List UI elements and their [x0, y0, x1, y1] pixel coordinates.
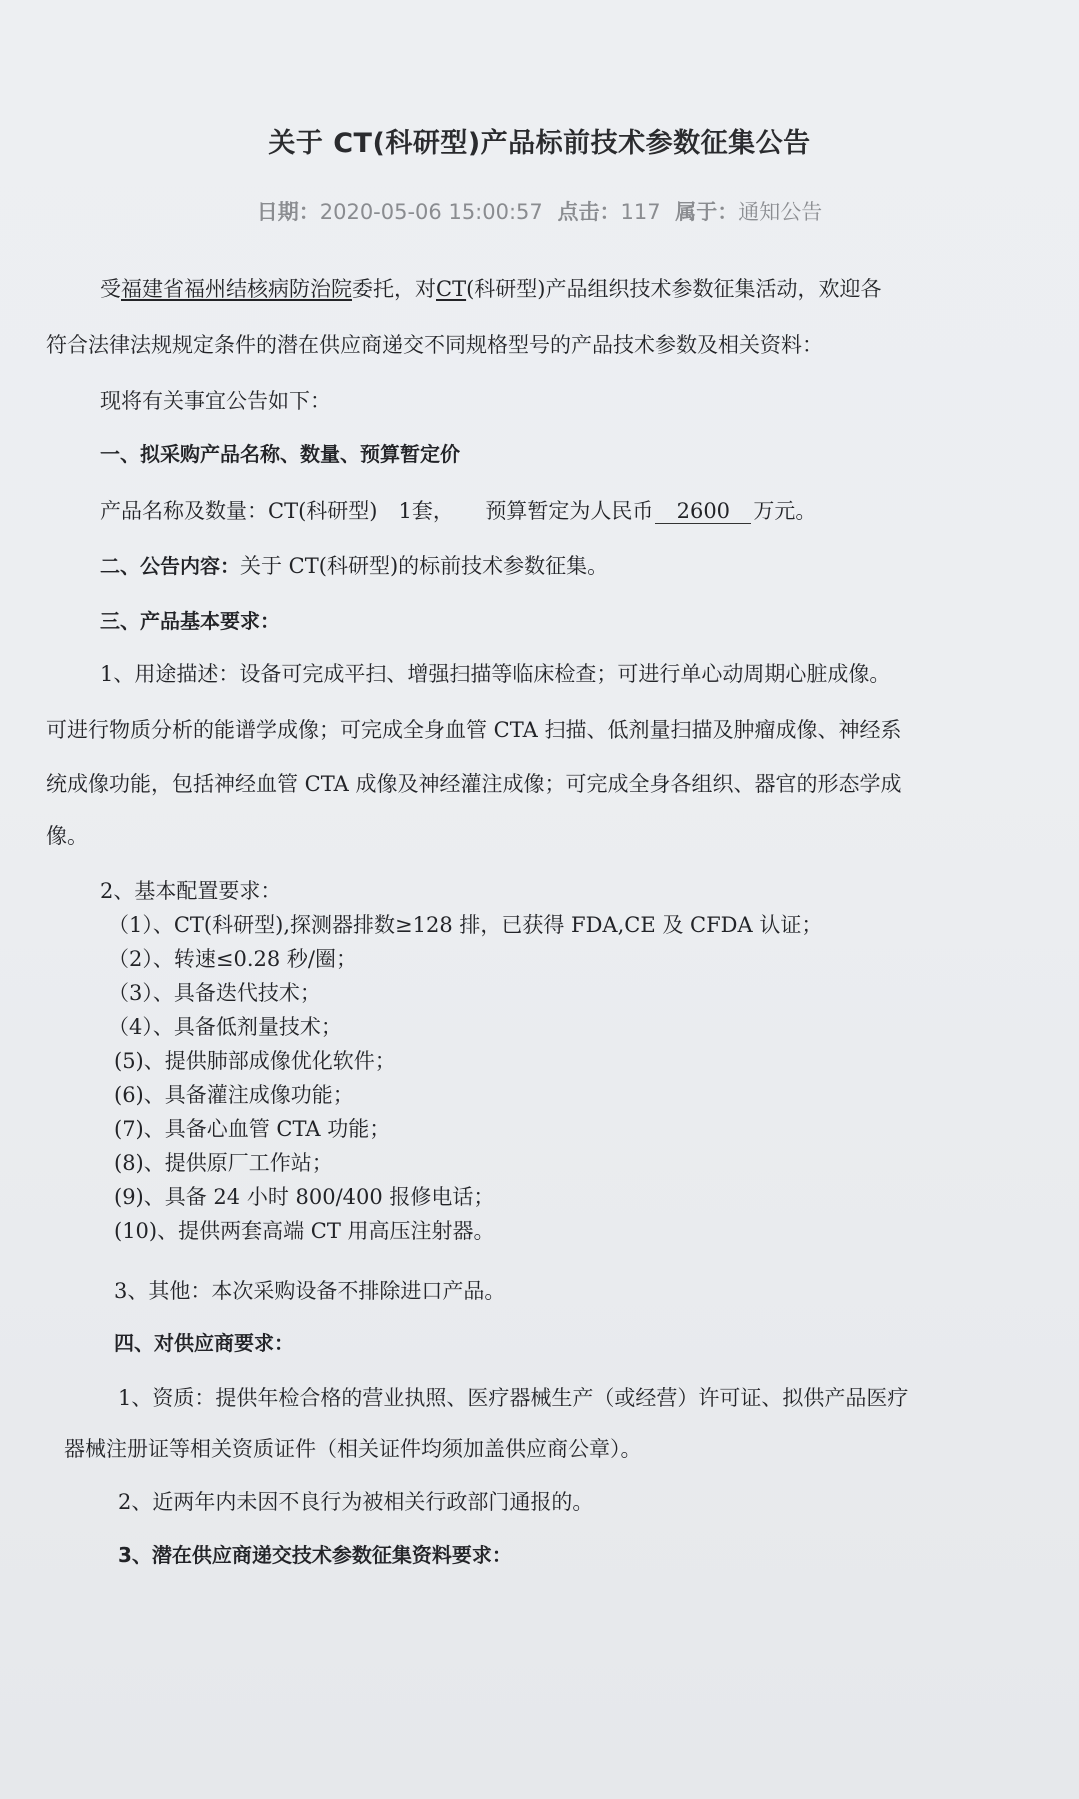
- clicks-value: 117: [620, 200, 661, 224]
- usage-line: 像。: [46, 824, 88, 848]
- intro-line-2: 符合法律法规规定条件的潜在供应商递交不同规格型号的产品技术参数及相关资料：: [46, 333, 823, 357]
- usage-line: 可进行物质分析的能谱学成像；可完成全身血管 CTA 扫描、低剂量扫描及肿瘤成像、神经系: [46, 718, 902, 742]
- intro-text: 委托，对: [352, 277, 436, 301]
- date-value: 2020-05-06 15:00:57: [319, 200, 543, 224]
- category-value: 通知公告: [738, 200, 823, 224]
- config-item: (8)、提供原厂工作站；: [114, 1151, 333, 1175]
- config-item: (7)、具备心血管 CTA 功能；: [114, 1117, 391, 1141]
- section-3-heading: 三、产品基本要求：: [100, 609, 280, 633]
- config-item: （3）、具备迭代技术；: [108, 981, 321, 1005]
- intro-paragraph-2: 现将有关事宜公告如下：: [100, 389, 331, 413]
- document-meta: [0, 196, 1079, 226]
- section-4-heading: 四、对供应商要求：: [114, 1331, 294, 1355]
- other-item: 3、其他：本次采购设备不排除进口产品。: [114, 1279, 506, 1303]
- config-item: (9)、具备 24 小时 800/400 报修电话；: [114, 1185, 495, 1209]
- document-title: 关于 CT(科研型)产品标前技术参数征集公告: [268, 128, 811, 159]
- config-item: (10)、提供两套高端 CT 用高压注射器。: [114, 1219, 495, 1243]
- product-line: [100, 496, 816, 526]
- config-item: (6)、具备灌注成像功能；: [114, 1083, 354, 1107]
- supplier-item-3: 3、潜在供应商递交技术参数征集资料要求：: [118, 1543, 512, 1567]
- commissioning-org: 福建省福州结核病防治院: [121, 277, 352, 301]
- section-2: [100, 551, 608, 581]
- usage-line: 统成像功能，包括神经血管 CTA 成像及神经灌注成像；可完成全身各组织、器官的形态学成: [46, 772, 902, 796]
- usage-line: 1、用途描述：设备可完成平扫、增强扫描等临床检查；可进行单心动周期心脏成像。: [100, 662, 891, 686]
- intro-text: 受: [100, 277, 121, 301]
- config-item: （2）、转速≤0.28 秒/圈；: [108, 947, 357, 971]
- section-2-heading: 二、公告内容：: [100, 554, 240, 578]
- date-label: 日期：: [256, 200, 320, 224]
- config-item: (5)、提供肺部成像优化软件；: [114, 1049, 396, 1073]
- config-heading: 2、基本配置要求：: [100, 879, 282, 903]
- budget-unit: 万元。: [753, 499, 817, 523]
- category-label: 属于：: [675, 200, 739, 224]
- intro-text: (科研型)产品组织技术参数征集活动，欢迎各: [466, 277, 882, 301]
- config-item: （1）、CT(科研型),探测器排数≥128 排，已获得 FDA,CE 及 CFDA 认证；: [108, 913, 823, 937]
- qualification-line: 1、资质：提供年检合格的营业执照、医疗器械生产（或经营）许可证、拟供产品医疗: [118, 1386, 909, 1410]
- supplier-item-2: 2、近两年内未因不良行为被相关行政部门通报的。: [118, 1490, 594, 1514]
- budget-value: 2600: [655, 499, 751, 524]
- ct-term: CT: [436, 277, 467, 301]
- product-text: 产品名称及数量：CT(科研型) 1套， 预算暂定为人民币: [100, 499, 654, 523]
- config-item: （4）、具备低剂量技术；: [108, 1015, 342, 1039]
- intro-line-1: [100, 274, 881, 304]
- qualification-line: 器械注册证等相关资质证件（相关证件均须加盖供应商公章）。: [64, 1437, 642, 1461]
- section-2-text: 关于 CT(科研型)的标前技术参数征集。: [240, 554, 609, 578]
- section-1-heading: 一、拟采购产品名称、数量、预算暂定价: [100, 442, 460, 466]
- clicks-label: 点击：: [557, 200, 621, 224]
